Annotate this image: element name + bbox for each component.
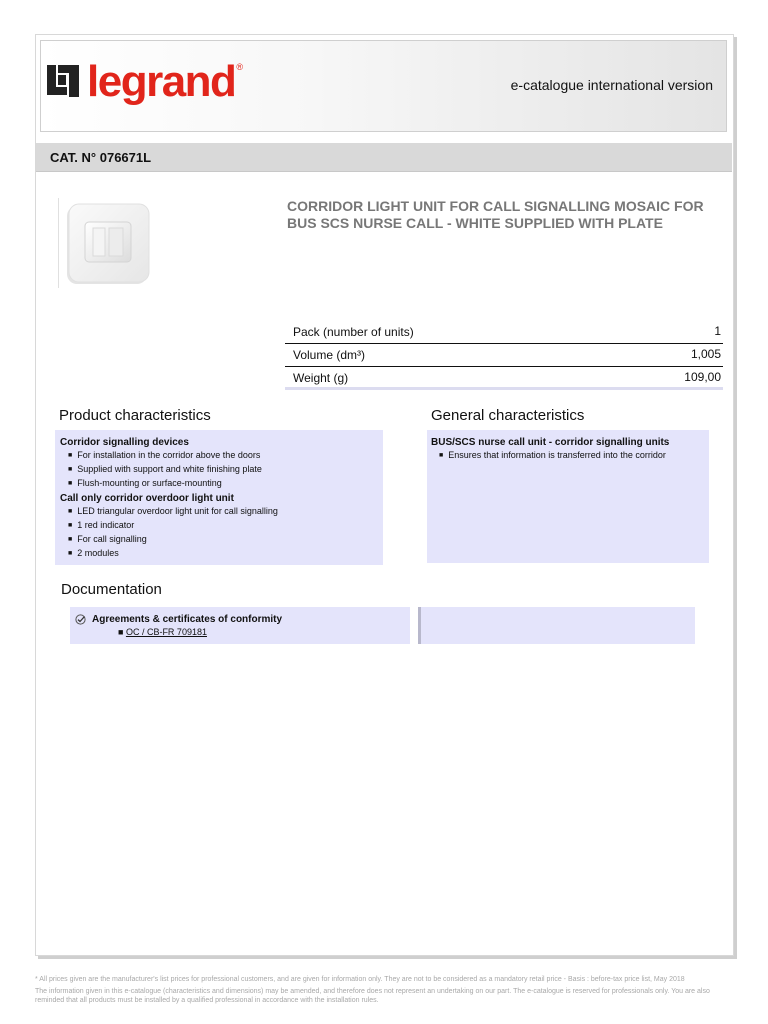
characteristics-group-heading: Call only corridor overdoor light unit <box>60 493 234 504</box>
footer-line: The information given in this e-catalogue (characteristics and dimensions) may be amended, and therefore does not represent an undertaking on our part. The e-catalogue is reserved for professionals only. You are also reminded that all products must be installed by a qualified professional in accordance with the installation rules. <box>35 988 710 1004</box>
footer-disclaimer <box>35 975 735 1008</box>
characteristics-group-heading: Corridor signalling devices <box>60 437 189 448</box>
list-item: ■ 1 red indicator <box>68 519 383 533</box>
spec-label: Weight (g) <box>293 371 349 385</box>
characteristics-list <box>60 505 383 561</box>
product-title: CORRIDOR LIGHT UNIT FOR CALL SIGNALLING MOSAIC FOR BUS SCS NURSE CALL - WHITE SUPPLIED WITH PLATE <box>287 198 704 231</box>
list-item: ■ Flush-mounting or surface-mounting <box>68 477 383 491</box>
certificate-link-item: ■ OC / CB-FR 709181 <box>118 627 207 637</box>
spec-row <box>285 344 723 367</box>
spec-value: 109,00 <box>684 370 721 384</box>
documentation-box-right <box>418 607 695 644</box>
legrand-logo <box>47 57 244 106</box>
spec-value: 1 <box>714 324 721 338</box>
list-item: ■ For call signalling <box>68 533 383 547</box>
documentation-box <box>70 607 410 644</box>
list-item: ■ 2 modules <box>68 547 383 561</box>
documentation-title: Documentation <box>61 581 162 598</box>
characteristics-list <box>431 449 709 463</box>
spec-label: Pack (number of units) <box>293 325 414 339</box>
general-characteristics-box <box>427 430 709 563</box>
documentation-heading: Agreements & certificates of conformity <box>92 614 283 625</box>
list-item: ■ For installation in the corridor above the doors <box>68 449 383 463</box>
product-characteristics-title: Product characteristics <box>59 407 211 424</box>
product-characteristics-box <box>55 430 383 565</box>
spec-row <box>285 367 723 390</box>
certificate-link[interactable]: OC / CB-FR 709181 <box>125 627 207 637</box>
spec-table <box>285 321 723 390</box>
registered-mark: ® <box>236 62 244 72</box>
characteristics-group-heading: BUS/SCS nurse call unit - corridor signalling units <box>431 437 670 448</box>
legrand-logo-icon <box>47 63 79 99</box>
catalog-number-bar <box>36 143 732 172</box>
certificate-check-icon <box>75 614 86 625</box>
catalog-number: CAT. N° 076671L <box>50 150 152 165</box>
general-characteristics-title: General characteristics <box>431 407 585 424</box>
footer-line: * All prices given are the manufacturer's list prices for professional customers, and are given for information only. They are not to be considered as a mandatory retail price - Basis : before-tax price list, May 2018 <box>35 976 685 983</box>
product-image <box>58 198 157 288</box>
list-item: ■ Ensures that information is transferred into the corridor <box>439 449 709 463</box>
list-item: ■ Supplied with support and white finishing plate <box>68 463 383 477</box>
list-item: ■ LED triangular overdoor light unit for call signalling <box>68 505 383 519</box>
product-photo <box>59 198 157 288</box>
spec-value: 1,005 <box>690 347 721 361</box>
characteristics-list <box>60 449 383 491</box>
spec-row <box>285 321 723 344</box>
catalogue-version-label: e-catalogue international version <box>510 77 713 93</box>
spec-label: Volume (dm³) <box>293 348 366 362</box>
brand-name: legrand <box>87 57 236 106</box>
